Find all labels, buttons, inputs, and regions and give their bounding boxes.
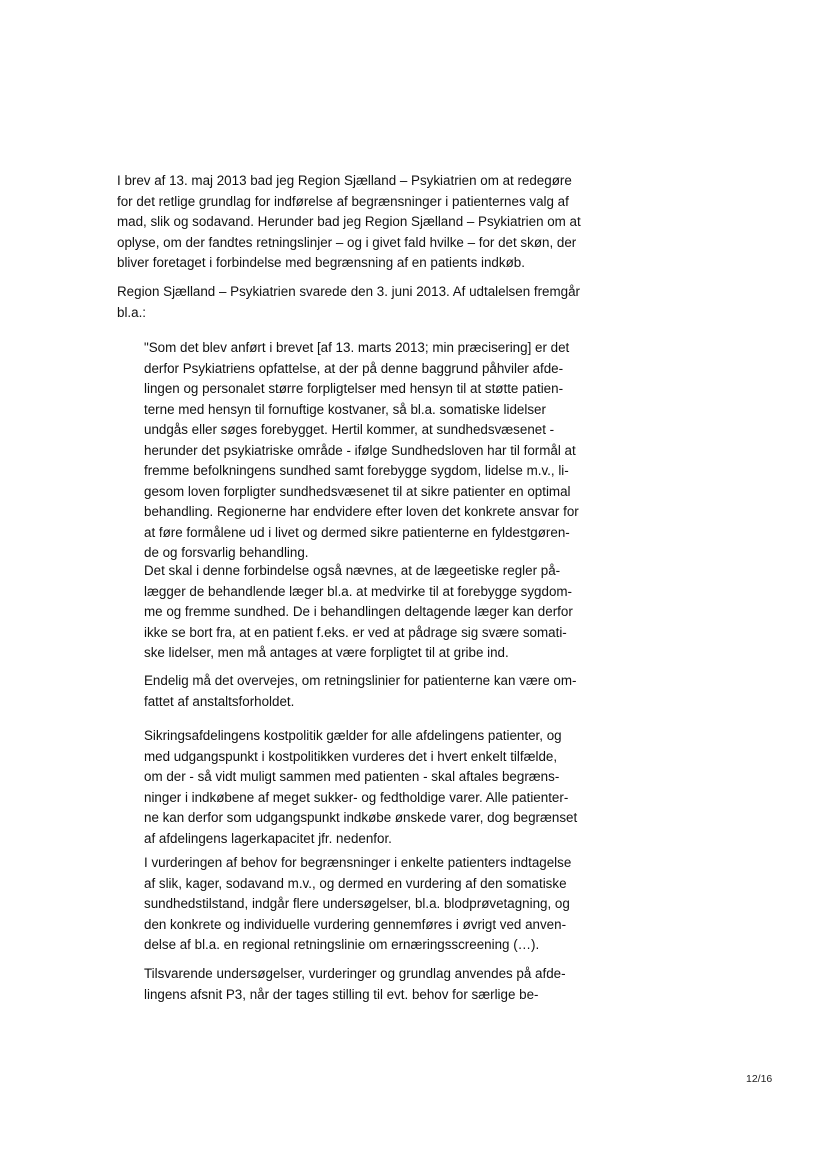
text-line: om der - så vidt muligt sammen med patienten - skal aftales begræns- xyxy=(144,769,560,784)
text-line: "Som det blev anført i brevet [af 13. marts 2013; min præcisering] er det xyxy=(144,340,570,355)
quote-paragraph-5 xyxy=(144,853,571,956)
text-line: terne med hensyn til fornuftige kostvaner, så bl.a. somatiske lidelser xyxy=(144,401,546,417)
text-line: I vurderingen af behov for begrænsninger i enkelte patienters indtagelse xyxy=(144,855,572,870)
text-line: de og forsvarlig behandling. xyxy=(144,545,309,560)
text-line: ninger i indkøbene af meget sukker- og fedtholdige varer. Alle patienter- xyxy=(144,789,569,805)
text-line: herunder det psykiatriske område - ifølge Sundhedsloven har til formål at xyxy=(144,442,576,458)
text-line: fremme befolkningens sundhed samt forebygge sygdom, lidelse m.v., li- xyxy=(144,463,569,478)
text-line: undgås eller søges forebygget. Hertil kommer, at sundhedsvæsenet - xyxy=(144,422,555,437)
text-line: bl.a.: xyxy=(117,304,147,320)
text-line: derfor Psykiatriens opfattelse, at der på denne baggrund påhviler afde- xyxy=(144,360,564,376)
text-line: ne kan derfor som udgangspunkt indkøbe ønskede varer, dog begrænset xyxy=(144,810,578,825)
text-line: fattet af anstaltsforholdet. xyxy=(144,693,295,709)
text-line: lægger de behandlende læger bl.a. at medvirke til at forebygge sygdom- xyxy=(144,583,573,599)
text-line: med udgangspunkt i kostpolitikken vurderes det i hvert enkelt tilfælde, xyxy=(144,748,558,764)
text-line: delse af bl.a. en regional retningslinie om ernæringsscreening (…). xyxy=(144,937,540,952)
text-line: Region Sjælland – Psykiatrien svarede den 3. juni 2013. Af udtalelsen fremgår xyxy=(117,284,580,299)
page-number: 12/16 xyxy=(746,1073,773,1085)
text-line: I brev af 13. maj 2013 bad jeg Region Sjælland – Psykiatrien om at redegøre xyxy=(117,173,572,188)
text-line: ske lidelser, men må antages at være forpligtet til at gribe ind. xyxy=(144,645,509,660)
quote-paragraph-3 xyxy=(144,671,576,712)
text-line: Tilsvarende undersøgelser, vurderinger og grundlag anvendes på afde- xyxy=(144,966,566,981)
text-line: gesom loven forpligter sundhedsvæsenet til at sikre patienter en optimal xyxy=(144,483,571,499)
text-line: Det skal i denne forbindelse også nævnes, at de lægeetiske regler på- xyxy=(144,563,561,578)
quote-paragraph-2 xyxy=(144,561,573,664)
text-line: Endelig må det overvejes, om retningslinier for patienterne kan være om- xyxy=(144,673,577,688)
text-line: ikke se bort fra, at en patient f.eks. er ved at pådrage sig svære somati- xyxy=(144,624,567,640)
text-line: sundhedstilstand, indgår flere undersøgelser, bl.a. blodprøvetagning, og xyxy=(144,896,570,911)
text-line: lingens afsnit P3, når der tages stilling til evt. behov for særlige be- xyxy=(144,986,539,1002)
text-line: behandling. Regionerne har endvidere efter loven det konkrete ansvar for xyxy=(144,504,579,519)
text-line: for det retlige grundlag for indførelse af begrænsninger i patienternes valg af xyxy=(117,193,569,209)
reply-intro-paragraph xyxy=(117,282,580,323)
quote-paragraph-6 xyxy=(144,964,566,1005)
quote-paragraph-1 xyxy=(144,338,579,564)
text-line: af slik, kager, sodavand m.v., og dermed en vurdering af den somatiske xyxy=(144,875,567,891)
text-line: bliver foretaget i forbindelse med begrænsning af en patients indkøb. xyxy=(117,255,525,270)
text-line: mad, slik og sodavand. Herunder bad jeg Region Sjælland – Psykiatrien om at xyxy=(117,214,581,229)
text-line: me og fremme sundhed. De i behandlingen deltagende læger kan derfor xyxy=(144,604,573,619)
text-line: lingen og personalet større forpligtelser med hensyn til at støtte patien- xyxy=(144,381,564,396)
text-line: at føre formålene ud i livet og dermed sikre patienterne en fyldestgøren- xyxy=(144,524,570,540)
intro-paragraph xyxy=(117,171,581,274)
text-line: den konkrete og individuelle vurdering gennemføres i øvrigt ved anven- xyxy=(144,916,567,932)
quote-paragraph-4 xyxy=(144,726,577,849)
text-line: af afdelingens lagerkapacitet jfr. nedenfor. xyxy=(144,830,392,846)
text-line: oplyse, om der fandtes retningslinjer – og i givet fald hvilke – for det skøn, der xyxy=(117,234,577,250)
text-line: Sikringsafdelingens kostpolitik gælder for alle afdelingens patienter, og xyxy=(144,728,562,743)
